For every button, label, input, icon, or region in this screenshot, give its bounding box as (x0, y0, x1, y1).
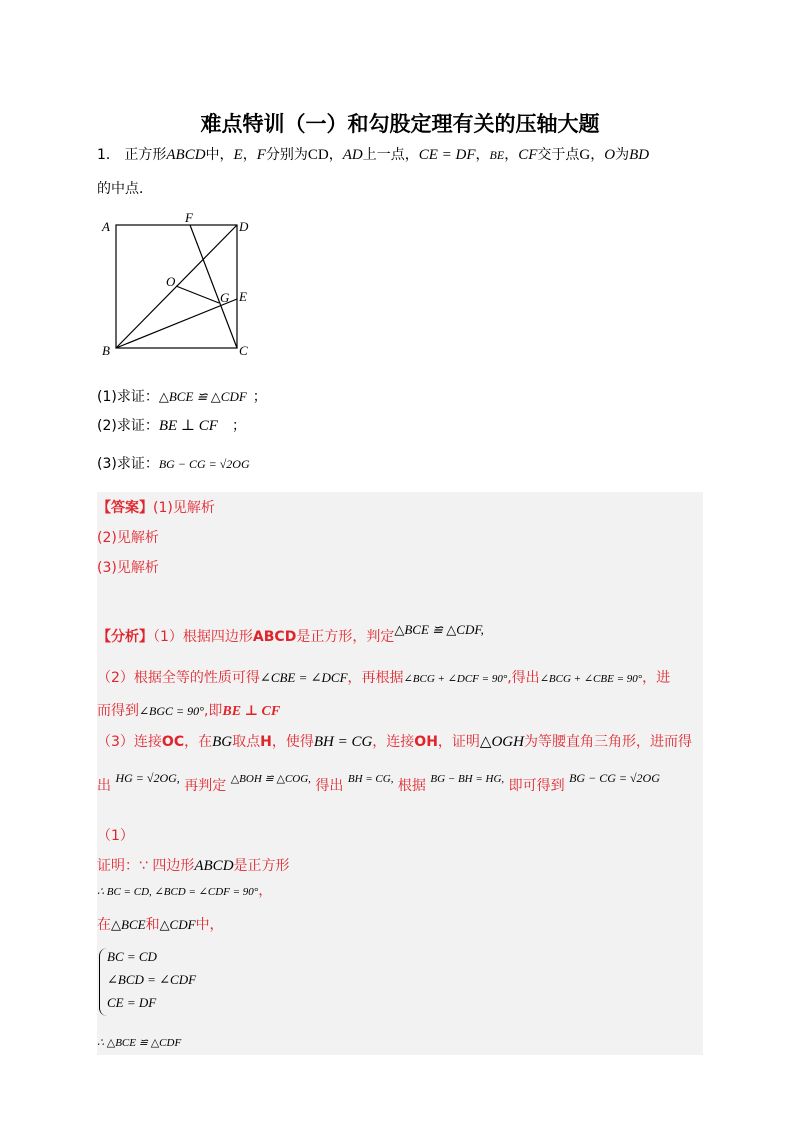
problem-statement-line2: 的中点． (97, 181, 153, 197)
analysis-p2-line2: 而得到∠BGC = 90°,即BE ⊥ CF (97, 703, 281, 719)
solution-proof-line2: ∴ BC = CD, ∠BCD = ∠CDF = 90°， (97, 883, 273, 899)
answer-line-2: (2)见解析 (97, 530, 159, 546)
segment-be (116, 299, 237, 348)
label-g: G (220, 290, 230, 305)
system-eq-3: CE = DF (107, 995, 157, 1010)
part-3: (3)求证：BG − CG = √2OG (97, 456, 250, 472)
problem-number: 1． (97, 147, 120, 163)
analysis-tag: 【分析】 (97, 629, 153, 645)
page-title: 难点特训（一）和勾股定理有关的压轴大题 (200, 112, 600, 136)
answer-line-1: 【答案】(1)见解析 (97, 500, 215, 516)
analysis-p3-line2: 出 HG = √2OG, 再判定 $^{\triangle BOH ≌ \triangle COG,}$ 得出 $^{BH = CG,}$ 根据 $^{BG - BH = HG,}$ 即可得到 BG − CG = √2OG (97, 771, 660, 794)
solution-conclusion: ∴ △BCE ≌ △CDF (97, 1037, 182, 1049)
part-2: (2)求证：BE ⊥ CF ； (97, 418, 246, 434)
label-e: E (239, 289, 247, 304)
analysis-p3: （3）连接OC，在BG取点H，使得BH = CG，连接OH，证明△OGH为等腰直角三角形，进而得 (97, 734, 692, 750)
answer-line-3: (3)见解析 (97, 560, 159, 576)
solution-part-label: （1） (97, 828, 134, 844)
solution-proof-line3: 在△BCE和△CDF中， (97, 917, 224, 933)
analysis-p2: （2）根据全等的性质可得∠CBE = ∠DCF，再根据∠BCG + ∠DCF = 90°,得出∠BCG + ∠CBE = 90°，进 (97, 670, 671, 686)
solution-proof-line1: 证明：∵ 四边形ABCD是正方形 (97, 858, 290, 874)
segment-og (176, 286, 219, 303)
answer-tag: 【答案】 (97, 500, 153, 516)
system-eq-1: BC = CD (107, 949, 157, 964)
label-b: B (102, 343, 110, 358)
part-1: (1)求证：△BCE ≌ △CDF ； (97, 389, 267, 405)
label-f: F (185, 210, 193, 225)
problem-statement: 1． 正方形ABCD中，E，F分别为CD，AD上一点，CE = DF，BE，CF交于点G，O为BD (97, 147, 650, 163)
analysis-p1: 【分析】（1）根据四边形ABCD是正方形，判定△BCE ≌ △CDF, (97, 622, 484, 645)
label-d: D (239, 219, 249, 234)
segment-cf (190, 225, 237, 348)
label-o: O (166, 274, 176, 289)
label-c: C (239, 343, 248, 358)
system-eq-2: ∠BCD = ∠CDF (107, 972, 197, 987)
label-a: A (102, 219, 110, 234)
geometry-figure (96, 205, 266, 365)
